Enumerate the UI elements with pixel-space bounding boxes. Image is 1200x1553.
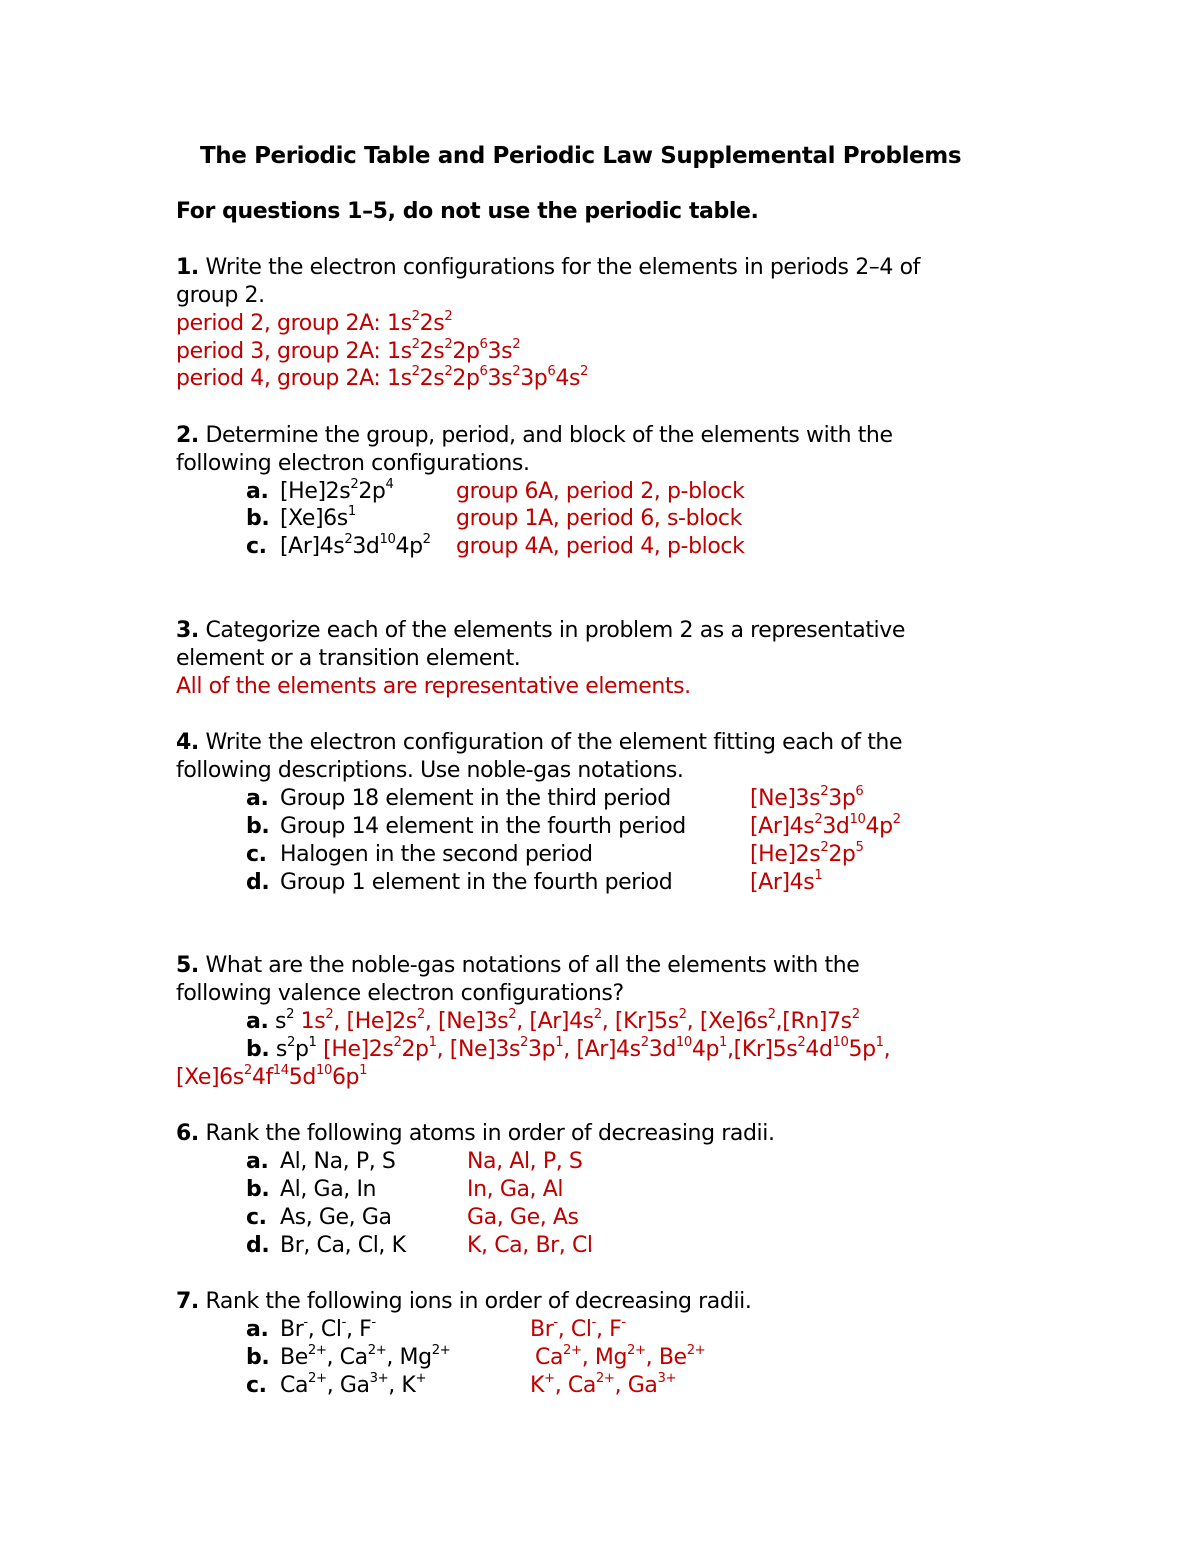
q7-part-answer: K+, $Ca^{2+}$, $Ga^{3+}$ <box>530 1371 677 1398</box>
question-1: 1. Write the electron configurations for the elements in periods 2–4 of <box>176 255 920 280</box>
question-4: 4. Write the electron configuration of the element fitting each of the <box>176 730 903 755</box>
q7-part-list: $Be^{2+}$, $Ca^{2+}$, $Mg^{2+}$ <box>280 1343 451 1370</box>
q4-part-desc: Group 14 element in the fourth period <box>280 814 686 839</box>
q6-part-answer: K, Ca, Br, Cl <box>467 1233 593 1258</box>
q5-part-a: a. $s^2$ $1s^2$, $[He]2s^2$, $[Ne]3s^2$, $[Ar]4s^2$, $[Kr]5s^2$, $[Xe]6s^2,[Rn]7s^2$ <box>246 1007 860 1034</box>
q7-part-list: $Ca^{2+}$, $Ga^{3+}$, K+ <box>280 1371 427 1398</box>
q4-part-letter: d. <box>246 870 270 895</box>
q5-answer-b-cont: $[Xe]6s^24f^{14}5d^{10}6p^1$ <box>176 1063 368 1090</box>
q2-part-answer: group 6A, period 2, p-block <box>456 479 745 504</box>
q2-part-letter: a. <box>246 479 269 504</box>
q7-part-letter: b. <box>246 1345 270 1370</box>
q4-part-answer: $[Ne]3s^23p^6$ <box>750 784 864 811</box>
q6-part-letter: b. <box>246 1177 270 1202</box>
question-2-cont: following electron configurations. <box>176 451 530 476</box>
q4-part-desc: Halogen in the second period <box>280 842 593 867</box>
q2-part-letter: c. <box>246 534 267 559</box>
q7-part-answer: $Ca^{2+}$, $Mg^{2+}$, $Be^{2+}$ <box>535 1343 706 1370</box>
q7-part-answer: Br-, Cl-, F- <box>530 1315 626 1342</box>
question-1-cont: group 2. <box>176 283 265 308</box>
answer-3: All of the elements are representative elements. <box>176 674 691 699</box>
q2-part-config: $[Xe]6s^1$ <box>280 504 356 531</box>
q4-part-letter: c. <box>246 842 267 867</box>
q6-part-answer: In, Ga, Al <box>467 1177 564 1202</box>
q7-part-letter: c. <box>246 1373 267 1398</box>
question-7: 7. Rank the following ions in order of decreasing radii. <box>176 1289 752 1314</box>
q6-part-letter: c. <box>246 1205 267 1230</box>
q7-part-list: Br-, Cl-, F- <box>280 1315 376 1342</box>
answer-1-period-4: period 4, group 2A: $1s^22s^22p^63s^23p^64s^2$ <box>176 364 589 391</box>
q5-answer-a: $1s^2$, $[He]2s^2$, $[Ne]3s^2$, $[Ar]4s^2$, $[Kr]5s^2$, $[Xe]6s^2,[Rn]7s^2$ <box>300 1007 860 1034</box>
q7-part-letter: a. <box>246 1317 269 1342</box>
question-4-cont: following descriptions. Use noble-gas notations. <box>176 758 684 783</box>
q6-part-answer: Na, Al, P, S <box>467 1149 583 1174</box>
q4-part-answer: $[He]2s^22p^5$ <box>750 840 864 867</box>
q6-part-list: Al, Na, P, S <box>280 1149 396 1174</box>
q4-part-letter: b. <box>246 814 270 839</box>
question-6: 6. Rank the following atoms in order of decreasing radii. <box>176 1121 775 1146</box>
q6-part-letter: a. <box>246 1149 269 1174</box>
question-2: 2. Determine the group, period, and block of the elements with the <box>176 423 893 448</box>
q6-part-list: Br, Ca, Cl, K <box>280 1233 406 1258</box>
q5-answer-b: $[He]2s^22p^1$, $[Ne]3s^23p^1$, $[Ar]4s^23d^{10}4p^1,[Kr]5s^24d^{10}5p^1$, <box>323 1035 891 1062</box>
question-5: 5. What are the noble-gas notations of all the elements with the <box>176 953 860 978</box>
q2-part-config: $[He]2s^22p^4$ <box>280 477 394 504</box>
answer-1-period-2: period 2, group 2A: $1s^22s^2$ <box>176 309 453 336</box>
q4-part-letter: a. <box>246 786 269 811</box>
q6-part-list: As, Ge, Ga <box>280 1205 392 1230</box>
q6-part-letter: d. <box>246 1233 270 1258</box>
q2-part-answer: group 1A, period 6, s-block <box>456 506 742 531</box>
answer-1-period-3: period 3, group 2A: $1s^22s^22p^63s^2$ <box>176 337 521 364</box>
q5-part-b: b. $s^2p^1$ $[He]2s^22p^1$, $[Ne]3s^23p^1$, $[Ar]4s^23d^{10}4p^1,[Kr]5s^24d^{10}5p^1$, <box>246 1035 891 1062</box>
page-title: The Periodic Table and Periodic Law Supplemental Problems <box>200 143 962 169</box>
q6-part-answer: Ga, Ge, As <box>467 1205 579 1230</box>
q4-part-desc: Group 1 element in the fourth period <box>280 870 673 895</box>
q2-part-answer: group 4A, period 4, p-block <box>456 534 745 559</box>
instruction: For questions 1–5, do not use the periodic table. <box>176 199 759 224</box>
q4-part-desc: Group 18 element in the third period <box>280 786 671 811</box>
q2-part-letter: b. <box>246 506 270 531</box>
question-5-cont: following valence electron configurations? <box>176 981 624 1006</box>
q4-part-answer: $[Ar]4s^1$ <box>750 868 823 895</box>
question-3: 3. Categorize each of the elements in problem 2 as a representative <box>176 618 906 643</box>
question-3-cont: element or a transition element. <box>176 646 521 671</box>
q4-part-answer: $[Ar]4s^23d^{10}4p^2$ <box>750 812 901 839</box>
q6-part-list: Al, Ga, In <box>280 1177 377 1202</box>
q2-part-config: $[Ar]4s^23d^{10}4p^2$ <box>280 532 431 559</box>
